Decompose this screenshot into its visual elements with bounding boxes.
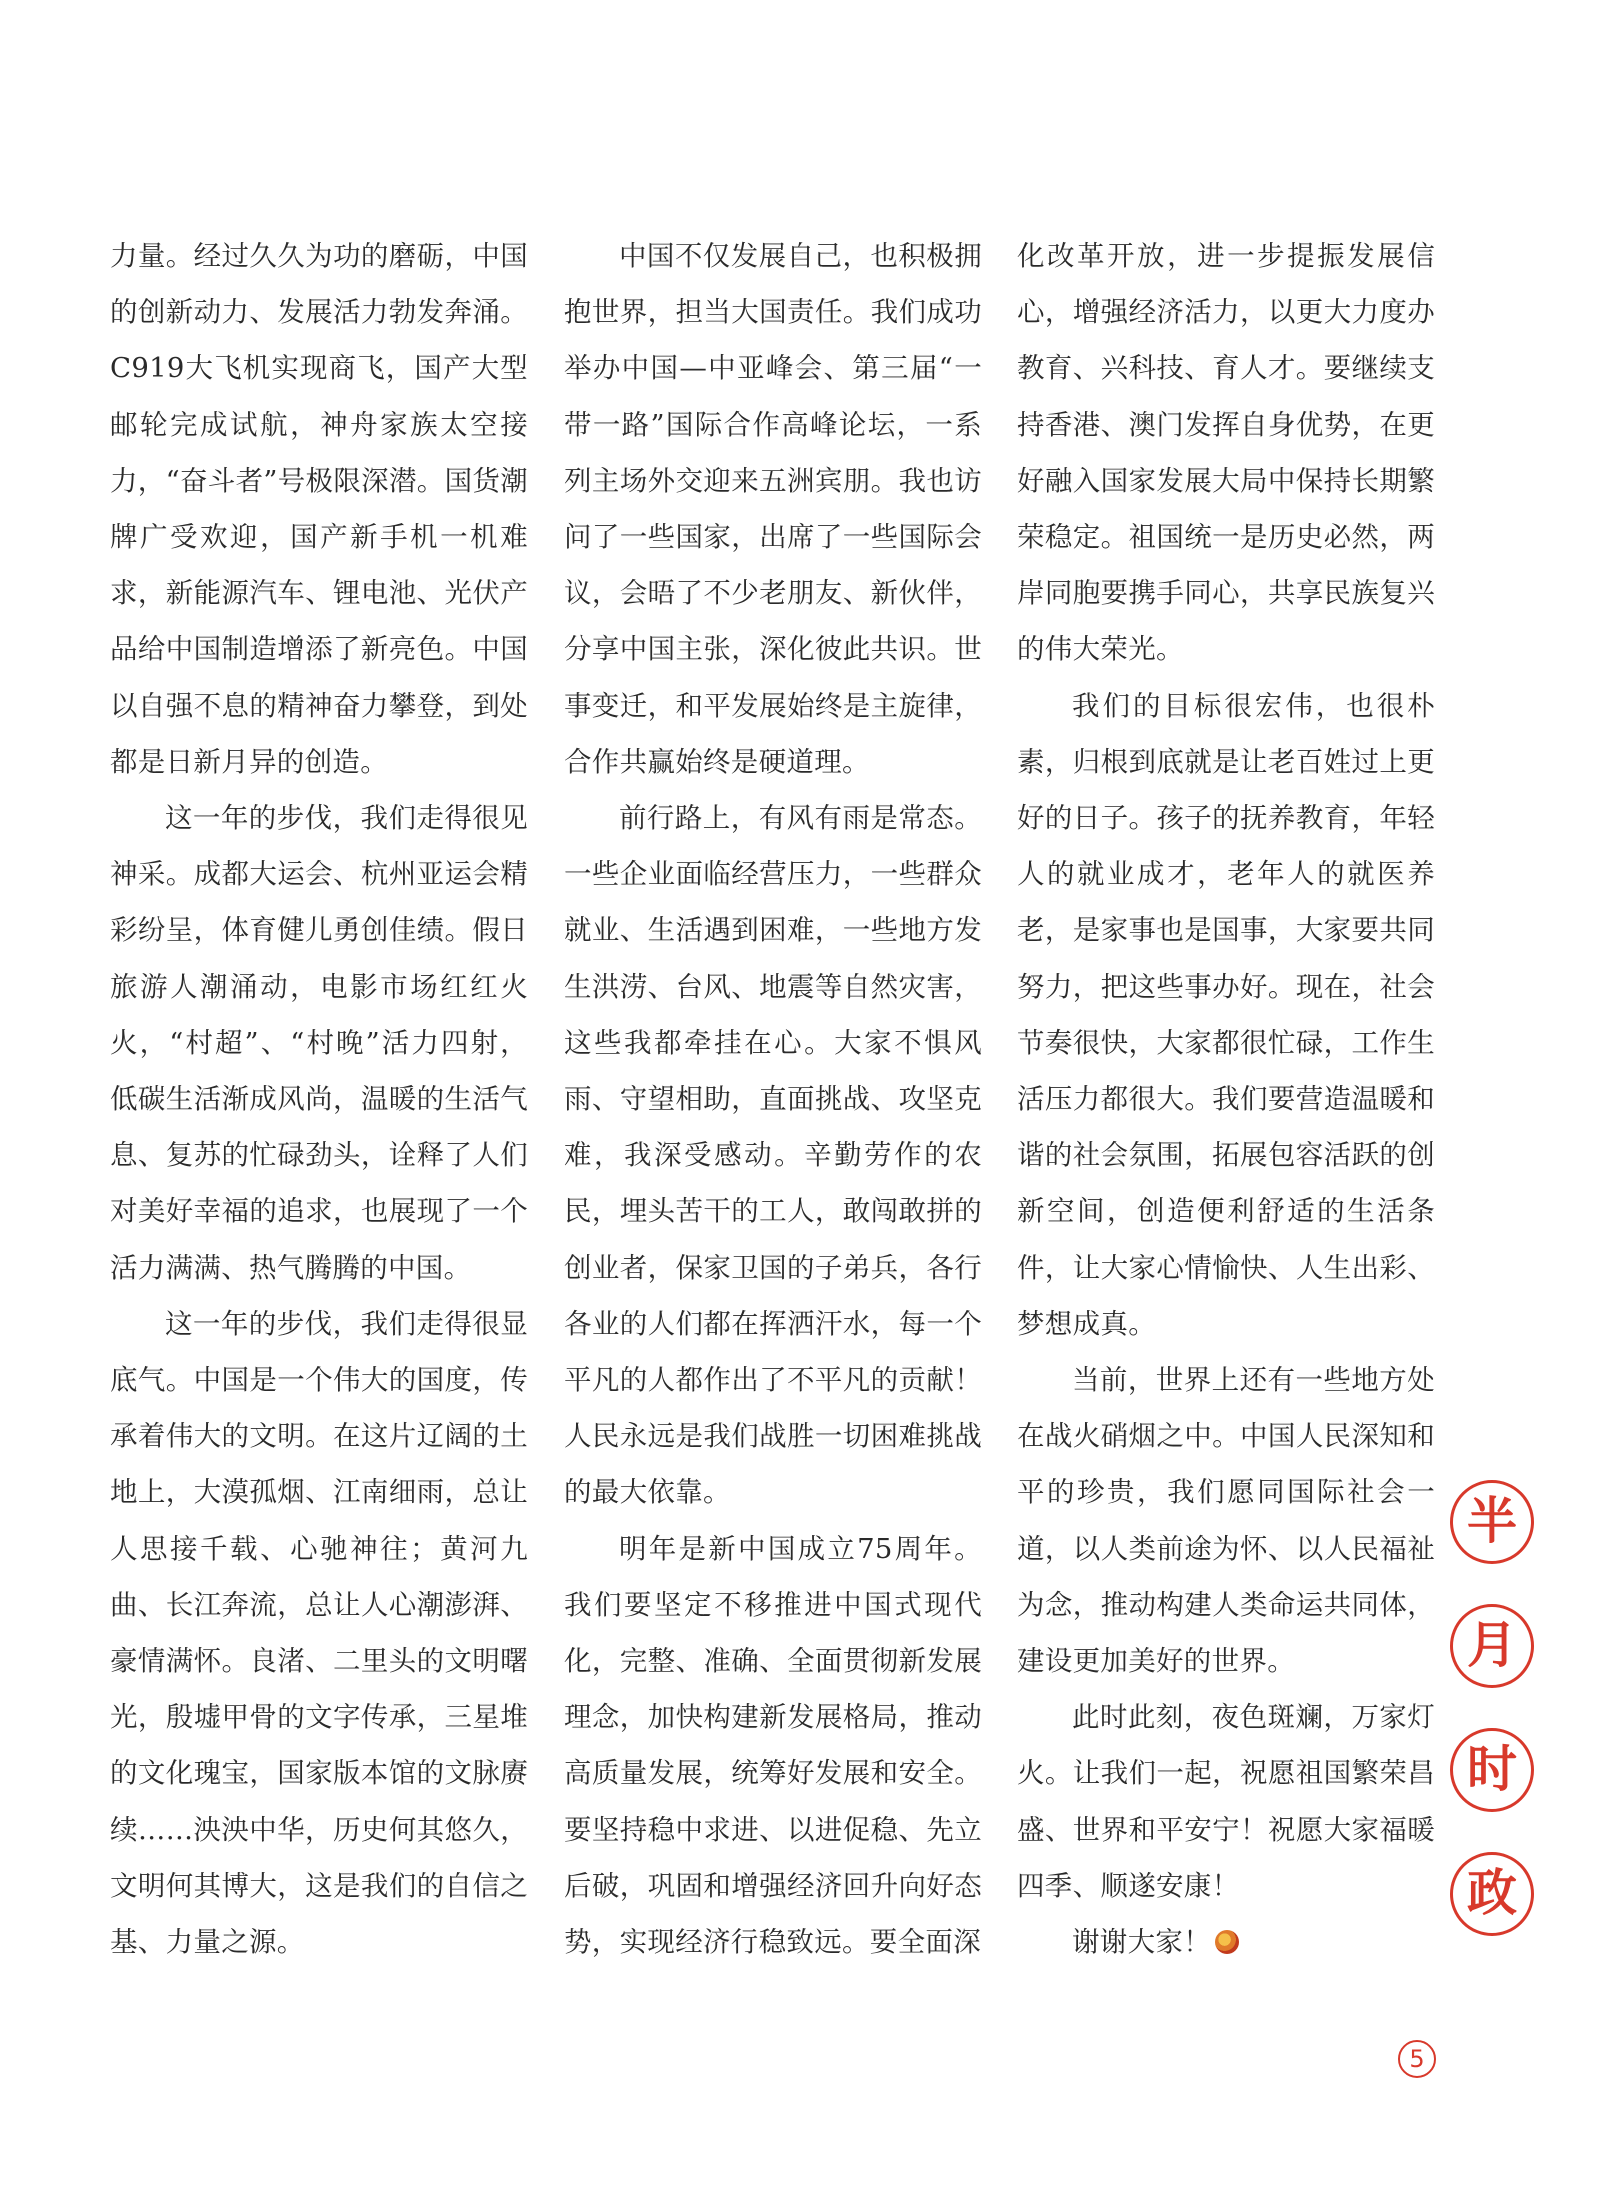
section-label-char: 月 [1450, 1604, 1534, 1688]
end-mark-icon [1215, 1930, 1239, 1954]
paragraph: 力量。经过久久为功的磨砺，中国的创新动力、发展活力勃发奔涌。C919大飞机实现商飞，国产大型邮轮完成试航，神舟家族太空接力，“奋斗者”号极限深潜。国货潮牌广受欢迎，国产新手机一机难求，新能源汽车、锂电池、光伏产品给中国制造增添了新亮色。中国以自强不息的精神奋力攀登，到处都是日新月异的创造。 [110, 240, 528, 778]
text-column-1 [110, 228, 528, 1970]
closing-paragraph [1017, 1914, 1435, 1970]
paragraph: 前行路上，有风有雨是常态。一些企业面临经营压力，一些群众就业、生活遇到困难，一些地方发生洪涝、台风、地震等自然灾害，这些我都牵挂在心。大家不惧风雨、守望相助，直面挑战、攻坚克难，我深受感动。辛勤劳作的农民，埋头苦干的工人，敢闯敢拼的创业者，保家卫国的子弟兵，各行各业的人们都在挥洒汗水，每一个平凡的人都作出了不平凡的贡献！人民永远是我们战胜一切困难挑战的最大依靠。 [564, 802, 982, 1509]
text-column-3 [1017, 228, 1435, 1970]
section-label-char: 时 [1450, 1728, 1534, 1812]
text-column-2 [564, 228, 982, 1970]
paragraph: 此时此刻，夜色斑斓，万家灯火。让我们一起，祝愿祖国繁荣昌盛、世界和平安宁！祝愿大家福暖四季、顺遂安康！ [1017, 1701, 1435, 1902]
paragraph: 当前，世界上还有一些地方处在战火硝烟之中。中国人民深知和平的珍贵，我们愿同国际社会一道，以人类前途为怀、以人民福祉为念，推动构建人类命运共同体，建设更加美好的世界。 [1017, 1364, 1435, 1678]
paragraph: 这一年的步伐，我们走得很显底气。中国是一个伟大的国度，传承着伟大的文明。在这片辽阔的土地上，大漠孤烟、江南细雨，总让人思接千载、心驰神往；黄河九曲、长江奔流，总让人心潮澎湃、豪情满怀。良渚、二里头的文明曙光，殷墟甲骨的文字传承，三星堆的文化瑰宝，国家版本馆的文脉赓续……泱泱中华，历史何其悠久，文明何其博大，这是我们的自信之基、力量之源。 [110, 1307, 528, 1959]
section-label-char: 半 [1450, 1480, 1534, 1564]
paragraph: 化改革开放，进一步提振发展信心，增强经济活力，以更大力度办教育、兴科技、育人才。要继续支持香港、澳门发挥自身优势，在更好融入国家发展大局中保持长期繁荣稳定。祖国统一是历史必然，两岸同胞要携手同心，共享民族复兴的伟大荣光。 [1017, 240, 1435, 666]
section-label [1450, 1480, 1536, 1976]
page-number: 5 [1398, 2040, 1436, 2078]
paragraph: 明年是新中国成立75周年。我们要坚定不移推进中国式现代化，完整、准确、全面贯彻新发展理念，加快构建新发展格局，推动高质量发展，统筹好发展和安全。要坚持稳中求进、以进促稳、先立后破，巩固和增强经济回升向好态势，实现经济行稳致远。要全面深 [564, 1532, 982, 1959]
paragraph: 这一年的步伐，我们走得很见神采。成都大运会、杭州亚运会精彩纷呈，体育健儿勇创佳绩。假日旅游人潮涌动，电影市场红红火火，“村超”、“村晚”活力四射，低碳生活渐成风尚，温暖的生活气息、复苏的忙碌劲头，诠释了人们对美好幸福的追求，也展现了一个活力满满、热气腾腾的中国。 [110, 802, 528, 1284]
paragraph: 中国不仅发展自己，也积极拥抱世界，担当大国责任。我们成功举办中国—中亚峰会、第三届“一带一路”国际合作高峰论坛，一系列主场外交迎来五洲宾朋。我也访问了一些国家，出席了一些国际会议，会晤了不少老朋友、新伙伴，分享中国主张，深化彼此共识。世事变迁，和平发展始终是主旋律，合作共赢始终是硬道理。 [564, 240, 982, 778]
paragraph: 我们的目标很宏伟，也很朴素，归根到底就是让老百姓过上更好的日子。孩子的抚养教育，年轻人的就业成才，老年人的就医养老，是家事也是国事，大家要共同努力，把这些事办好。现在，社会节奏很快，大家都很忙碌，工作生活压力都很大。我们要营造温暖和谐的社会氛围，拓展包容活跃的创新空间，创造便利舒适的生活条件，让大家心情愉快、人生出彩、梦想成真。 [1017, 689, 1435, 1340]
section-label-char: 政 [1450, 1852, 1534, 1936]
closing-text: 谢谢大家！ [1072, 1926, 1211, 1959]
